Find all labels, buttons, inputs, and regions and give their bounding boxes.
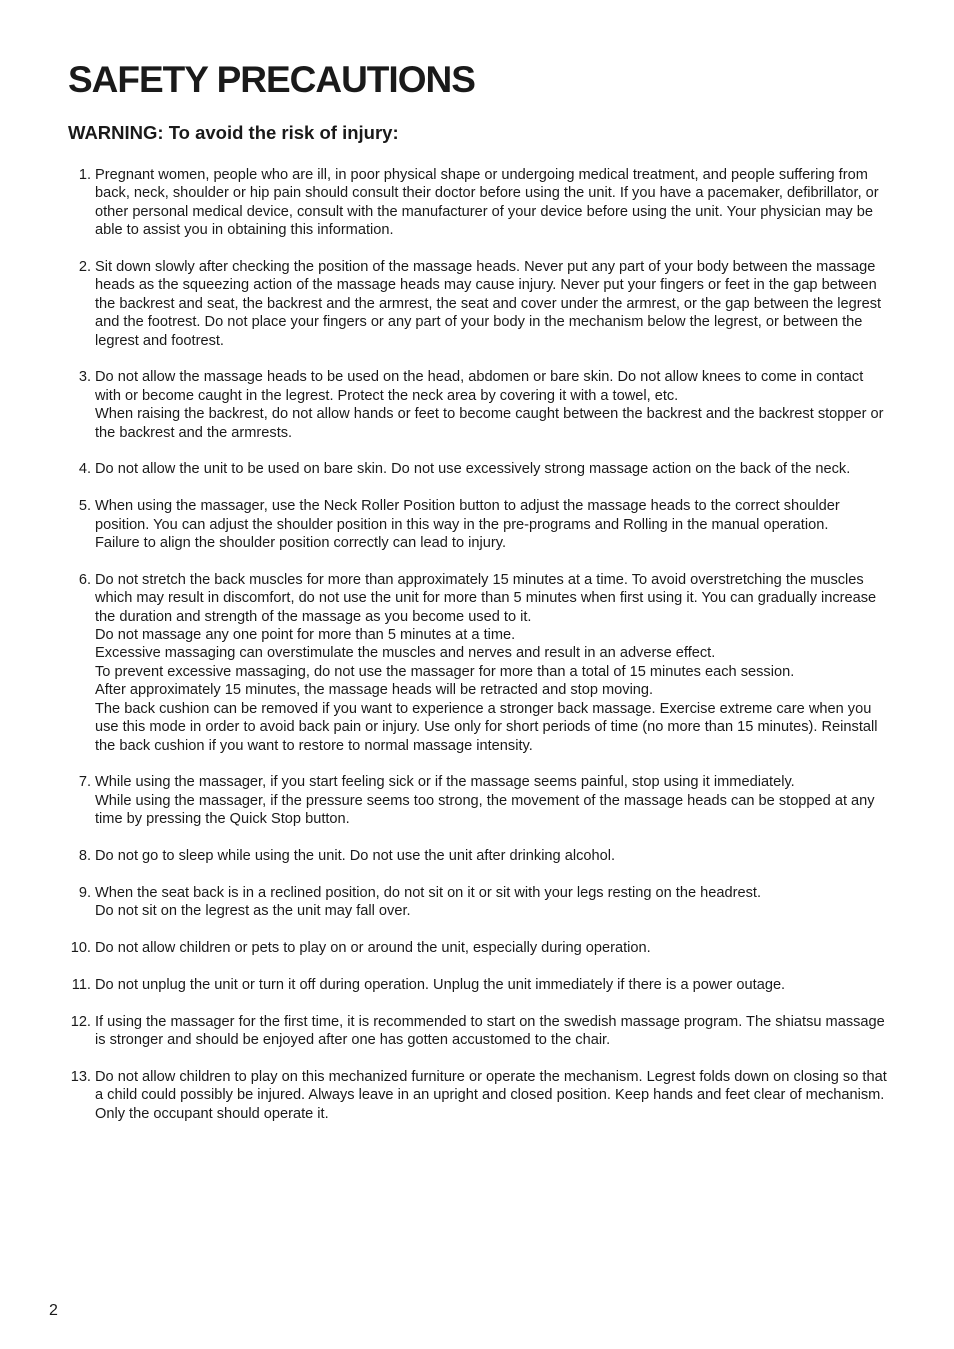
- precaution-item: [0, 773, 890, 828]
- precaution-text: Do not sit on the legrest as the unit may fall over.: [95, 903, 411, 920]
- precaution-number: 11.: [71, 976, 91, 993]
- precaution-text: Sit down slowly after checking the position of the massage heads. Never put any part of your body between the massage heads as the squeezing action of the massage heads may cause injury. Never put your fingers or feet in the gap between the backrest and seat, the backrest and the armrest, the seat and cover under the armrest, or the gap between the legrest and the footrest. Do not place your fingers or any part of your body in the mechanism below the legrest, or between the legrest and footrest.: [95, 259, 882, 349]
- precaution-number: 3.: [78, 369, 91, 386]
- precaution-text: The back cushion can be removed if you want to experience a stronger back massage. Exercise extreme care when you use this mode in order to avoid back pain or injury. Use only for short periods of time (no more than 15 minutes). Reinstall the back cushion if you want to restore to normal massage intensity.: [95, 700, 878, 754]
- precaution-item: [0, 497, 890, 552]
- warning-heading: WARNING: To avoid the risk of injury:: [68, 122, 399, 143]
- precautions-list: [0, 166, 954, 1141]
- precaution-text: After approximately 15 minutes, the massage heads will be retracted and stop moving.: [95, 682, 654, 699]
- precaution-text: Excessive massaging can overstimulate the muscles and nerves and result in an adverse effect.: [95, 645, 716, 662]
- precaution-text: Pregnant women, people who are ill, in poor physical shape or undergoing medical treatment, and people suffering from back, neck, shoulder or hip pain should consult their doctor before using the unit. If you have a pacemaker, defibrillator, or other personal medical device, consult with the manufacturer of your device before using the unit. Your physician may be able to assist you in obtaining this information.: [95, 167, 879, 239]
- precaution-text: If using the massager for the first time, it is recommended to start on the swedish massage program. The shiatsu massage is stronger and should be enjoyed after one has gotten accustomed to the chair.: [95, 1013, 885, 1048]
- precaution-number: 10.: [70, 939, 91, 956]
- precaution-text: Do not unplug the unit or turn it off during operation. Unplug the unit immediately if there is a power outage.: [95, 976, 786, 993]
- precaution-item: [0, 1068, 890, 1123]
- precaution-item: [0, 939, 890, 957]
- precaution-text: When raising the backrest, do not allow hands or feet to become caught between the backrest and the backrest stopper or the backrest and the armrests.: [95, 406, 884, 441]
- precaution-item: [0, 884, 890, 921]
- precaution-number: 4.: [78, 461, 91, 478]
- precaution-item: [0, 847, 890, 865]
- precaution-item: [0, 1013, 890, 1050]
- precaution-number: 6.: [78, 571, 91, 588]
- precaution-text: To prevent excessive massaging, do not use the massager for more than a total of 15 minutes each session.: [95, 663, 795, 680]
- precaution-text: Do not massage any one point for more than 5 minutes at a time.: [95, 627, 516, 644]
- precaution-item: [0, 976, 890, 994]
- precaution-text: Do not allow children to play on this mechanized furniture or operate the mechanism. Legrest folds down on closing so that a child could possibly be injured. Always leave in an upright and closed position. Keep hands and feet clear of mechanism. Only the occupant should operate it.: [95, 1068, 887, 1122]
- precaution-text: When using the massager, use the Neck Roller Position button to adjust the massage heads to the correct shoulder position. You can adjust the shoulder position in this way in the pre-programs and Rolling in the manual operation.: [95, 498, 840, 533]
- precaution-item: [0, 571, 890, 755]
- precaution-number: 13.: [70, 1068, 91, 1085]
- precaution-text: Do not go to sleep while using the unit. Do not use the unit after drinking alcohol.: [95, 847, 616, 864]
- precaution-item: [0, 460, 890, 478]
- page-title: SAFETY PRECAUTIONS: [68, 59, 475, 100]
- page-number: 2: [49, 1302, 58, 1319]
- precaution-number: 12.: [70, 1013, 91, 1030]
- precaution-number: 2.: [78, 259, 91, 276]
- precaution-item: [0, 166, 890, 240]
- precaution-text: Do not stretch the back muscles for more than approximately 15 minutes at a time. To avoid overstretching the muscles which may result in discomfort, do not use the unit for more than 5 minutes when first using it. You can gradually increase the duration and strength of the massage as you become used to it.: [95, 571, 877, 625]
- precaution-text: Failure to align the shoulder position correctly can lead to injury.: [95, 535, 507, 552]
- precaution-number: 7.: [78, 774, 91, 791]
- precaution-text: When the seat back is in a reclined position, do not sit on it or sit with your legs resting on the headrest.: [95, 884, 761, 901]
- precaution-number: 8.: [78, 847, 91, 864]
- precaution-number: 9.: [78, 884, 91, 901]
- precaution-text: While using the massager, if you start feeling sick or if the massage seems painful, stop using it immediately.: [95, 774, 795, 791]
- precaution-text: Do not allow the massage heads to be used on the head, abdomen or bare skin. Do not allow knees to come in contact with or become caught in the legrest. Protect the neck area by covering it with a towel, etc.: [95, 369, 864, 404]
- precaution-item: [0, 368, 890, 442]
- precaution-text: While using the massager, if the pressure seems too strong, the movement of the massage heads can be stopped at any time by pressing the Quick Stop button.: [95, 792, 875, 828]
- precaution-text: Do not allow children or pets to play on or around the unit, especially during operation.: [95, 939, 651, 956]
- precaution-number: 5.: [78, 498, 91, 515]
- precaution-number: 1.: [78, 167, 91, 183]
- precaution-item: [0, 258, 890, 350]
- precaution-text: Do not allow the unit to be used on bare skin. Do not use excessively strong massage action on the back of the neck.: [95, 461, 851, 478]
